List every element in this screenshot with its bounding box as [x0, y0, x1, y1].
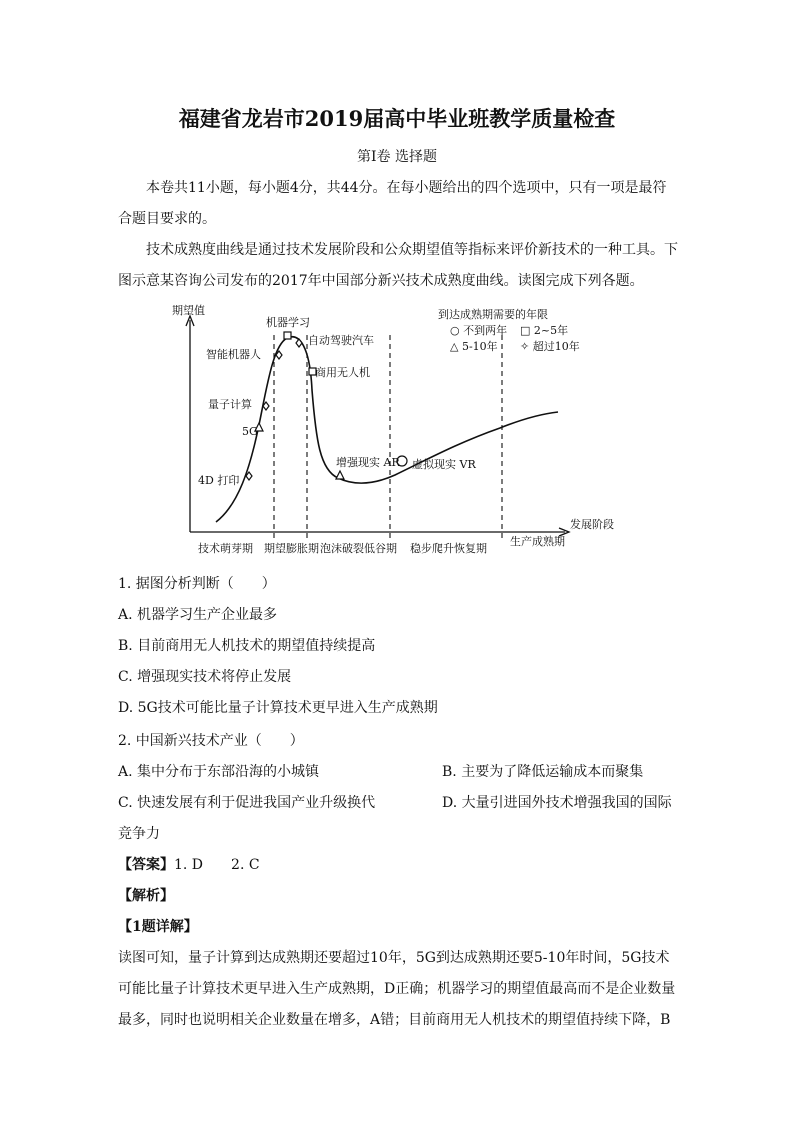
q2-option-d-cont: 竞争力 [118, 826, 160, 842]
marker-ar [336, 471, 344, 479]
answer-line [118, 854, 260, 874]
q2-option-c: C. 快速发展有利于促进我国产业升级换代 [118, 795, 376, 811]
label-machine-learning: 机器学习 [266, 316, 310, 329]
q2-option-d: D. 大量引进国外技术增强我国的国际 [442, 795, 672, 811]
q1-option-b: B. 目前商用无人机技术的期望值持续提高 [118, 638, 376, 654]
label-quantum: 量子计算 [208, 398, 252, 411]
stem-line-1: 技术成熟度曲线是通过技术发展阶段和公众期望值等指标来评价新技术的一种工具。下 [146, 242, 678, 258]
label-robot: 智能机器人 [206, 348, 261, 361]
legend-title: 到达成熟期需要的年限 [438, 308, 548, 321]
y-axis-label: 期望值 [172, 304, 205, 317]
x-axis-label: 发展阶段 [570, 518, 614, 531]
q1-option-c: C. 增强现实技术将停止发展 [118, 669, 292, 685]
maturity-curve [216, 337, 558, 522]
explanation-line-3: 最多，同时也说明相关企业数量在增多，A错；目前商用无人机技术的期望值持续下降，B [118, 1012, 671, 1028]
marker-auto-driving [296, 339, 302, 347]
stem-line-2: 图示意某咨询公司发布的2017年中国部分新兴技术成熟度曲线。读图完成下列各题。 [118, 273, 644, 289]
stage-5: 生产成熟期 [510, 535, 565, 548]
stage-2: 期望膨胀期 [264, 542, 319, 555]
stage-3: 泡沫破裂低谷期 [320, 542, 397, 555]
q2-option-b: B. 主要为了降低运输成本而聚集 [442, 764, 644, 780]
label-5g: 5G [242, 425, 258, 438]
legend-item-2: □ 2~5年 [520, 324, 569, 337]
explanation-line-2: 可能比量子计算技术更早进入生产成熟期，D正确；机器学习的期望值最高而不是企业数量 [118, 981, 676, 997]
intro-line-2: 合题目要求的。 [118, 211, 216, 227]
intro-line-1: 本卷共11小题，每小题4分，共44分。在每小题给出的四个选项中，只有一项是最符 [146, 180, 667, 196]
detail-label: 【1题详解】 [118, 919, 198, 935]
page-title: 福建省龙岩市2019届高中毕业班教学质量检查 [178, 106, 616, 131]
section-heading: 第Ⅰ卷 选择题 [357, 149, 437, 165]
legend-item-4: ✧ 超过10年 [520, 340, 580, 353]
q1-stem: 1. 据图分析判断（ ） [118, 576, 276, 592]
q1-option-a: A. 机器学习生产企业最多 [118, 607, 278, 623]
stage-4: 稳步爬升恢复期 [410, 542, 487, 555]
explanation-line-1: 读图可知，量子计算到达成熟期还要超过10年，5G到达成熟期还要5-10年时间，5G技术 [118, 950, 670, 966]
label-auto-driving: 自动驾驶汽车 [308, 334, 374, 347]
q2-option-a: A. 集中分布于东部沿海的小城镇 [118, 764, 320, 780]
label-drone: 商用无人机 [315, 366, 370, 379]
legend-item-1: ○ 不到两年 [450, 324, 508, 337]
stage-1: 技术萌芽期 [198, 542, 253, 555]
answer-text: 1. D 2. C [174, 857, 260, 873]
q1-option-d: D. 5G技术可能比量子计算技术更早进入生产成熟期 [118, 700, 438, 716]
answer-label: 【答案】 [118, 857, 174, 873]
maturity-curve-figure [170, 300, 630, 562]
marker-machine-learning [284, 332, 291, 339]
analysis-label: 【解析】 [118, 888, 174, 904]
legend-item-3: △ 5-10年 [450, 340, 498, 353]
label-ar: 增强现实 AR [336, 456, 400, 469]
label-4d-print: 4D 打印 [198, 474, 240, 487]
label-vr: 虚拟现实 VR [412, 458, 476, 471]
q2-stem: 2. 中国新兴技术产业（ ） [118, 733, 304, 749]
